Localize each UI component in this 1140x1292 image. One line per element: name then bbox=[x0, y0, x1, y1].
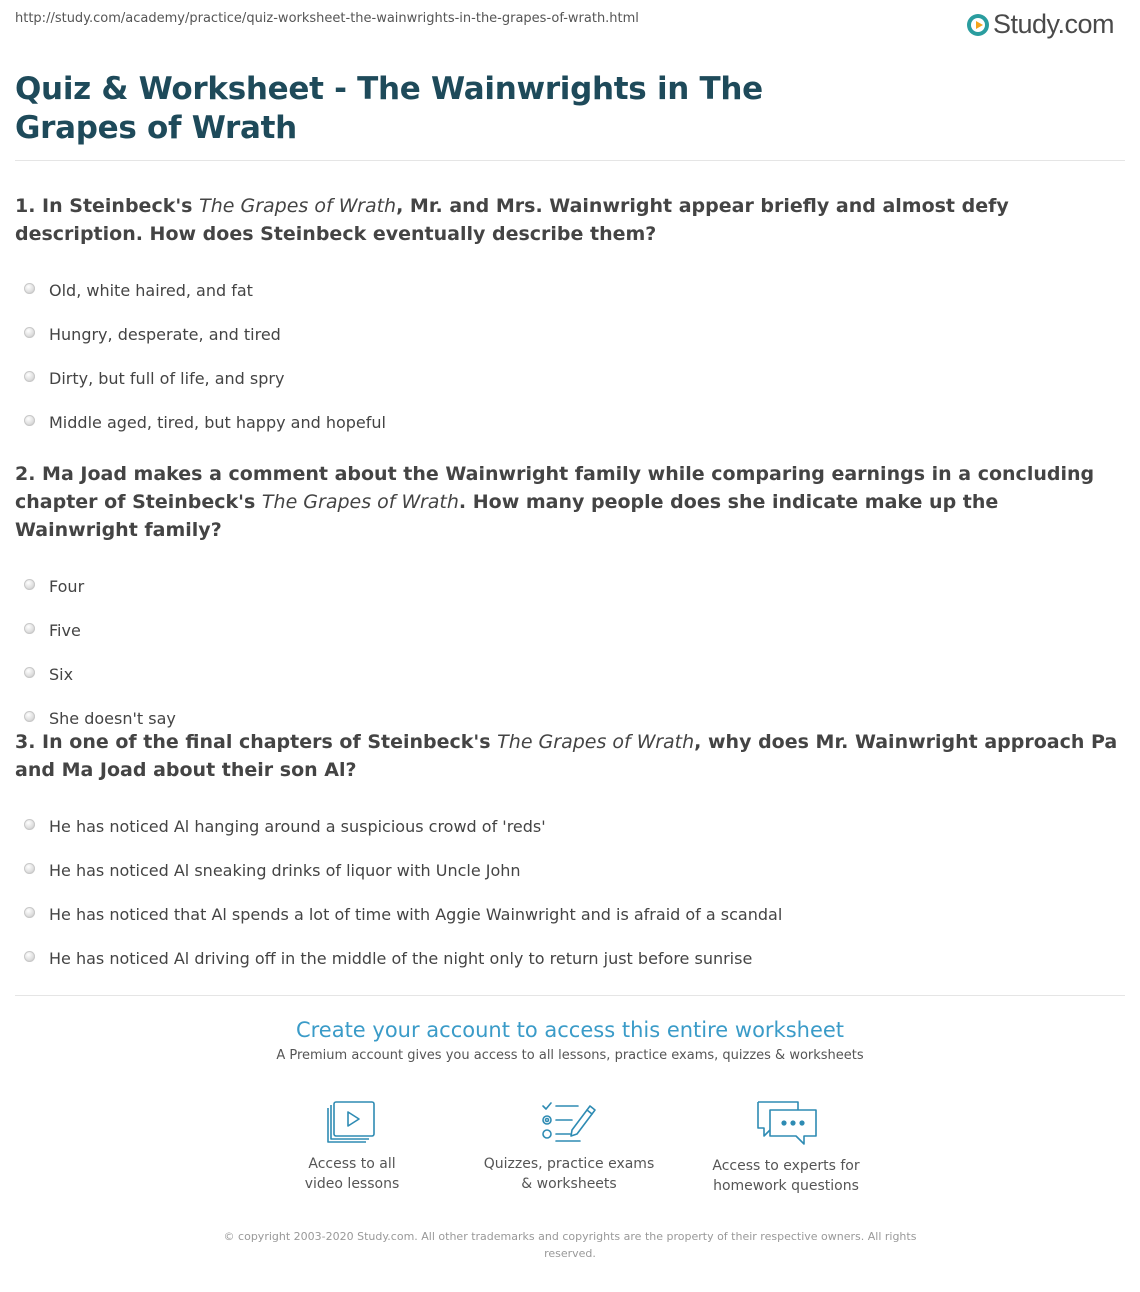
question-1 bbox=[15, 192, 1118, 444]
answer-options bbox=[15, 564, 1118, 740]
radio-button[interactable] bbox=[24, 283, 35, 294]
answer-option[interactable]: Old, white haired, and fat bbox=[15, 268, 1118, 312]
radio-button[interactable] bbox=[24, 907, 35, 918]
feature-quizzes bbox=[469, 1100, 669, 1194]
radio-button[interactable] bbox=[24, 623, 35, 634]
answer-options bbox=[15, 804, 1118, 980]
radio-button[interactable] bbox=[24, 667, 35, 678]
question-2 bbox=[15, 460, 1118, 740]
answer-option[interactable]: Middle aged, tired, but happy and hopeful bbox=[15, 400, 1118, 444]
copyright-notice: © copyright 2003-2020 Study.com. All other trademarks and copyrights are the property of their respective owners. All rights reserved. bbox=[223, 1230, 917, 1260]
answer-option[interactable]: He has noticed Al hanging around a suspicious crowd of 'reds' bbox=[15, 804, 1118, 848]
cta-divider bbox=[15, 995, 1125, 996]
radio-button[interactable] bbox=[24, 951, 35, 962]
feature-experts bbox=[686, 1100, 886, 1196]
answer-option[interactable]: Dirty, but full of life, and spry bbox=[15, 356, 1118, 400]
answer-option[interactable]: Hungry, desperate, and tired bbox=[15, 312, 1118, 356]
feature-video-lessons bbox=[252, 1100, 452, 1194]
logo-text: Study.com bbox=[992, 9, 1114, 39]
radio-button[interactable] bbox=[24, 415, 35, 426]
answer-option[interactable]: He has noticed that Al spends a lot of time with Aggie Wainwright and is afraid of a scandal bbox=[15, 892, 1118, 936]
feature-label: Quizzes, practice exams & worksheets bbox=[483, 1156, 655, 1192]
study-logo[interactable] bbox=[967, 9, 1114, 40]
question-text: 1. In Steinbeck's The Grapes of Wrath, Mr. and Mrs. Wainwright appear briefly and almost defy description. How does Steinbeck eventually describe them? bbox=[15, 195, 1009, 245]
page-title: Quiz & Worksheet - The Wainwrights in The Grapes of Wrath bbox=[15, 71, 763, 146]
radio-button[interactable] bbox=[24, 819, 35, 830]
radio-button[interactable] bbox=[24, 327, 35, 338]
feature-label: Access to experts for homework questions bbox=[712, 1158, 860, 1194]
radio-button[interactable] bbox=[24, 863, 35, 874]
question-text: 3. In one of the final chapters of Steinbeck's The Grapes of Wrath, why does Mr. Wainwright approach Pa and Ma Joad about their son Al? bbox=[15, 731, 1118, 781]
answer-options bbox=[15, 268, 1118, 444]
question-3 bbox=[15, 728, 1118, 980]
cta-subtitle: A Premium account gives you access to all lessons, practice exams, quizzes & worksheets bbox=[276, 1048, 864, 1063]
play-logo-icon bbox=[967, 14, 989, 36]
radio-button[interactable] bbox=[24, 579, 35, 590]
page-url: http://study.com/academy/practice/quiz-worksheet-the-wainwrights-in-the-grapes-of-wrath.html bbox=[15, 11, 639, 26]
answer-option[interactable]: He has noticed Al sneaking drinks of liquor with Uncle John bbox=[15, 848, 1118, 892]
radio-button[interactable] bbox=[24, 371, 35, 382]
answer-option[interactable]: Six bbox=[15, 652, 1118, 696]
question-text: 2. Ma Joad makes a comment about the Wainwright family while comparing earnings in a concluding chapter of Steinbeck's The Grapes of Wrath. How many people does she indicate make up the Wainwright family? bbox=[15, 463, 1095, 541]
answer-option[interactable]: He has noticed Al driving off in the middle of the night only to return just before sunrise bbox=[15, 936, 1118, 980]
radio-button[interactable] bbox=[24, 711, 35, 722]
create-account-link[interactable]: Create your account to access this entire worksheet bbox=[295, 1018, 845, 1042]
answer-option[interactable]: She doesn't say bbox=[15, 696, 1118, 740]
chat-bubbles-icon bbox=[754, 1100, 818, 1146]
video-lessons-icon bbox=[326, 1100, 378, 1144]
feature-label: Access to all video lessons bbox=[304, 1156, 400, 1192]
quiz-checklist-icon bbox=[540, 1100, 598, 1144]
answer-option[interactable]: Four bbox=[15, 564, 1118, 608]
title-divider bbox=[15, 160, 1125, 161]
answer-option[interactable]: Five bbox=[15, 608, 1118, 652]
